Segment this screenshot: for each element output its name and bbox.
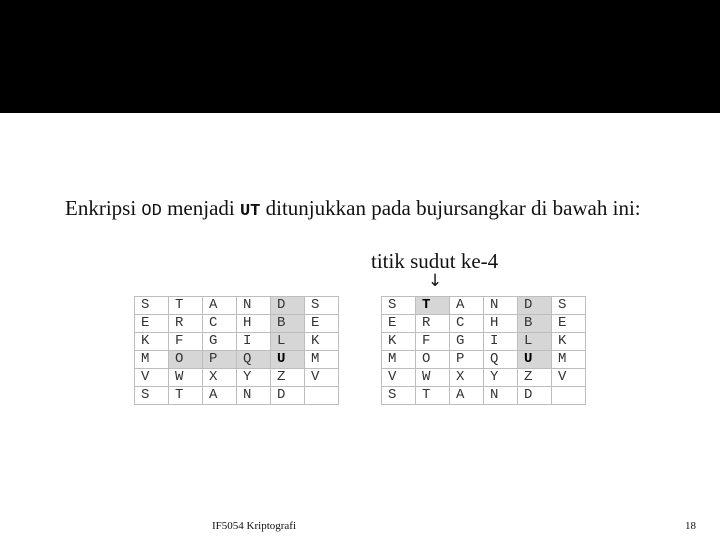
grid-row	[135, 387, 339, 405]
grid-row	[382, 297, 586, 315]
grid-cell: Q	[237, 351, 271, 369]
grid-cell: S	[552, 297, 586, 315]
grid-cell: O	[169, 351, 203, 369]
grid-cell: W	[169, 369, 203, 387]
grid-cell: V	[382, 369, 416, 387]
grid-cell: Z	[518, 369, 552, 387]
grid-cell: V	[305, 369, 339, 387]
grid-cell: W	[416, 369, 450, 387]
grid-cell: A	[203, 297, 237, 315]
square-grid-right	[381, 296, 586, 405]
grid-cell: O	[416, 351, 450, 369]
grid-cell: N	[484, 297, 518, 315]
grid-cell: C	[450, 315, 484, 333]
grid-cell: I	[484, 333, 518, 351]
grid-cell: L	[518, 333, 552, 351]
grid-cell: S	[382, 297, 416, 315]
grid-cell: S	[382, 387, 416, 405]
grid-cell: M	[135, 351, 169, 369]
grid-cell: U	[271, 351, 305, 369]
grid-cell: G	[450, 333, 484, 351]
grid-cell: T	[416, 297, 450, 315]
slide-caption	[65, 196, 705, 221]
grid-cell: S	[305, 297, 339, 315]
grid-cell: R	[169, 315, 203, 333]
grid-cell	[305, 387, 339, 405]
caption-text-2: menjadi	[161, 196, 240, 220]
grid-cell: M	[552, 351, 586, 369]
footer-page-number: 18	[685, 520, 696, 532]
grid-cell: T	[416, 387, 450, 405]
grid-cell: D	[271, 387, 305, 405]
square-grid-left	[134, 296, 339, 405]
grid-cell: N	[237, 387, 271, 405]
grid-cell: P	[203, 351, 237, 369]
grid-cell: E	[382, 315, 416, 333]
grid-cell: A	[450, 387, 484, 405]
grid-cell: P	[450, 351, 484, 369]
grid-cell: Y	[237, 369, 271, 387]
caption-ciphertext: UT	[239, 202, 261, 221]
caption-text-3: ditunjukkan pada bujursangkar di bawah ini:	[260, 196, 641, 220]
grid-cell: D	[518, 297, 552, 315]
grid-row	[382, 387, 586, 405]
grid-cell: X	[450, 369, 484, 387]
grid-cell: H	[484, 315, 518, 333]
grid-row	[135, 351, 339, 369]
grid-cell: L	[271, 333, 305, 351]
caption-plaintext: OD	[141, 202, 162, 221]
grid-cell: T	[169, 297, 203, 315]
grid-cell: M	[305, 351, 339, 369]
grid-cell: I	[237, 333, 271, 351]
grid-cell: F	[416, 333, 450, 351]
grid-cell: N	[237, 297, 271, 315]
grid-row	[135, 297, 339, 315]
grid-cell: U	[518, 351, 552, 369]
grid-cell: K	[305, 333, 339, 351]
footer-course: IF5054 Kriptografi	[212, 520, 297, 532]
grid-cell: Y	[484, 369, 518, 387]
grid-cell: B	[518, 315, 552, 333]
caption-text-1: Enkripsi	[65, 196, 142, 220]
grid-cell: Q	[484, 351, 518, 369]
grid-row	[382, 351, 586, 369]
grid-cell: B	[271, 315, 305, 333]
grid-cell: V	[552, 369, 586, 387]
grid-cell	[552, 387, 586, 405]
grid-cell: C	[203, 315, 237, 333]
grid-cell: G	[203, 333, 237, 351]
grid-cell: S	[135, 297, 169, 315]
grid-cell: E	[135, 315, 169, 333]
corner-label: titik sudut ke-4	[371, 249, 499, 273]
title-bar	[0, 0, 720, 113]
grid-cell: V	[135, 369, 169, 387]
grid-row	[135, 369, 339, 387]
grid-row	[135, 333, 339, 351]
grid-row	[135, 315, 339, 333]
grid-cell: A	[203, 387, 237, 405]
grid-cell: H	[237, 315, 271, 333]
grid-cell: N	[484, 387, 518, 405]
grid-row	[382, 369, 586, 387]
grid-cell: E	[305, 315, 339, 333]
grid-cell: K	[552, 333, 586, 351]
grid-cell: S	[135, 387, 169, 405]
grid-cell: E	[552, 315, 586, 333]
grid-cell: T	[169, 387, 203, 405]
grid-cell: X	[203, 369, 237, 387]
grid-cell: Z	[271, 369, 305, 387]
grid-row	[382, 333, 586, 351]
grid-cell: R	[416, 315, 450, 333]
grid-cell: K	[382, 333, 416, 351]
grid-cell: F	[169, 333, 203, 351]
grid-cell: K	[135, 333, 169, 351]
grid-row	[382, 315, 586, 333]
down-arrow-icon: ↓	[427, 271, 443, 291]
grid-cell: D	[271, 297, 305, 315]
grid-cell: D	[518, 387, 552, 405]
grid-cell: A	[450, 297, 484, 315]
grid-cell: M	[382, 351, 416, 369]
